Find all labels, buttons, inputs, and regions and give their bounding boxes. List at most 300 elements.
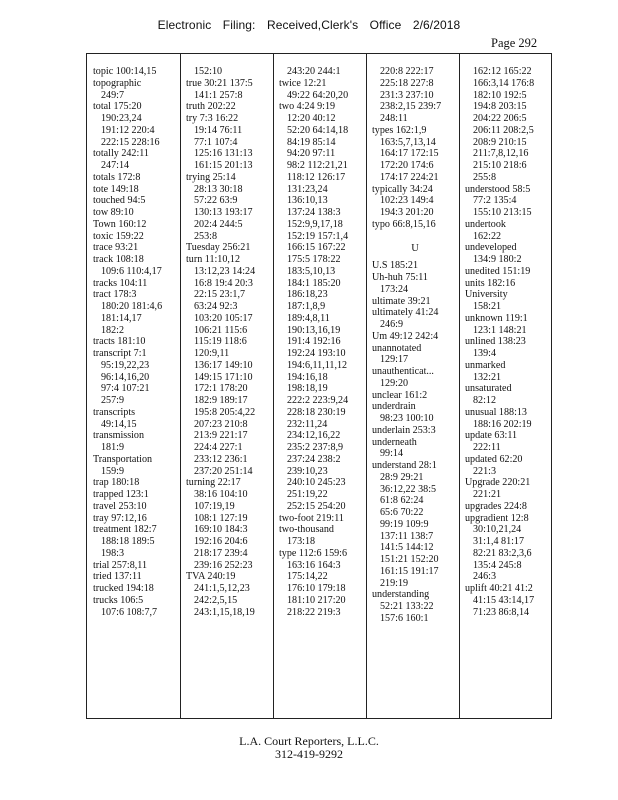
entry-term: upgrades 224:8 [465, 500, 527, 512]
entry-refs: 52:21 133:22 [380, 601, 434, 612]
column-divider [366, 54, 367, 718]
index-entry [372, 184, 458, 219]
entry-refs: 106:21 115:6 [194, 324, 248, 336]
entry-refs: 120:9,11 [194, 348, 230, 359]
index-column-2 [186, 66, 272, 618]
entry-refs: 189:4,8,11 [287, 312, 330, 324]
entry-term: turn 11:10,12 [186, 254, 241, 265]
entry-refs: 190:23,24 [101, 113, 142, 124]
entry-term: Uh-huh 75:11 [372, 272, 428, 283]
entry-refs: 240:10 245:23 [287, 477, 346, 489]
entry-refs: 192:16 204:6 [194, 536, 248, 547]
index-entry [372, 343, 458, 367]
entry-refs: 241:1,5,12,23 [194, 583, 250, 594]
index-entry [186, 242, 272, 254]
entry-term: underdrain [372, 401, 416, 413]
entry-refs: 16:8 19:4 20:3 [194, 277, 253, 289]
entry-refs: 235:2 237:8,9 [287, 442, 344, 453]
entry-term: tried 137:11 [93, 571, 142, 583]
entry-term: Um 49:12 242:4 [372, 330, 439, 342]
entry-term: tract 178:3 [93, 289, 137, 301]
entry-refs: 97:4 107:21 [101, 383, 150, 395]
index-entry [93, 195, 179, 207]
entry-refs: 57:22 63:9 [194, 195, 238, 207]
entry-refs: 182:2 [101, 324, 124, 336]
index-entry [372, 366, 458, 390]
index-entry [372, 401, 458, 425]
entry-term: unusual 188:13 [465, 406, 527, 418]
entry-term: totals 172:8 [93, 171, 141, 183]
column-divider [180, 54, 181, 718]
index-entry [279, 524, 365, 548]
index-entry [465, 430, 551, 454]
index-entry [465, 454, 551, 478]
entry-refs: 237:24 238:2 [287, 453, 341, 465]
index-entry [93, 289, 179, 336]
entry-refs: 125:16 131:13 [194, 148, 253, 160]
entry-refs: 49:22 64:20,20 [287, 89, 349, 101]
index-entry [372, 272, 458, 296]
entry-refs: 152:19 157:1,4 [287, 230, 349, 242]
entry-refs: 181:9 [101, 442, 124, 453]
entry-refs: 175:14,22 [287, 571, 328, 583]
index-entry [372, 125, 458, 184]
entry-term: undeveloped [465, 242, 517, 254]
entry-refs: 71:23 86:8,14 [473, 606, 530, 618]
entry-refs: 77:2 135:4 [473, 195, 517, 207]
entry-term: transcript 7:1 [93, 348, 147, 359]
entry-term: understanding [372, 589, 430, 601]
entry-refs: 183:5,10,13 [287, 265, 336, 277]
index-entry [93, 242, 179, 254]
entry-term: totally 242:11 [93, 148, 149, 160]
entry-refs: 225:18 227:8 [380, 77, 434, 89]
entry-refs: 136:17 149:10 [194, 359, 253, 371]
index-entry [93, 524, 179, 559]
index-entry [465, 184, 551, 219]
index-entry [279, 101, 365, 512]
entry-term: unedited 151:19 [465, 265, 531, 277]
index-entry [93, 489, 179, 501]
index-entry [372, 589, 458, 624]
entry-refs: 96:14,16,20 [101, 371, 150, 383]
index-column-5 [465, 66, 551, 618]
entry-term: uplift 40:21 41:2 [465, 583, 533, 594]
entry-refs: 246:9 [380, 319, 403, 330]
entry-refs: 99:19 109:9 [380, 518, 429, 530]
entry-refs: 195:8 205:4,22 [194, 406, 256, 418]
index-entry [93, 454, 179, 478]
entry-refs: 187:1,8,9 [287, 301, 326, 312]
index-column-3 [279, 66, 365, 618]
entry-refs: 134:9 180:2 [473, 254, 522, 265]
entry-term: tote 149:18 [93, 183, 139, 195]
entry-term: trapped 123:1 [93, 489, 149, 500]
entry-refs: 107:6 108:7,7 [101, 606, 158, 618]
entry-refs: 52:20 64:14,18 [287, 124, 349, 136]
entry-term: two-foot 219:11 [279, 512, 344, 524]
entry-refs: 82:21 83:2,3,6 [473, 547, 532, 559]
index-entry [465, 219, 551, 243]
entry-term: unknown 119:1 [465, 312, 528, 324]
index-entry [372, 437, 458, 461]
entry-term: turning 22:17 [186, 477, 241, 489]
entry-refs: 13:12,23 14:24 [194, 265, 256, 277]
entry-term: trying 25:14 [186, 171, 236, 183]
index-entry [93, 407, 179, 431]
entry-term: unauthenticat... [372, 366, 434, 377]
footer [0, 735, 618, 761]
entry-refs: 163:5,7,13,14 [380, 136, 436, 148]
entry-refs: 28:13 30:18 [194, 183, 243, 195]
entry-term: tracks 104:11 [93, 277, 148, 289]
entry-term: undertook [465, 218, 506, 230]
entry-refs: 234:12,16,22 [287, 430, 341, 442]
entry-term: track 108:18 [93, 254, 144, 265]
entry-refs: 82:12 [473, 395, 496, 406]
entry-term: topographic [93, 77, 142, 89]
entry-term: underlain 253:3 [372, 424, 436, 436]
entry-refs: 136:10,13 [287, 195, 328, 207]
index-entry [186, 113, 272, 172]
entry-term: updated 62:20 [465, 453, 523, 465]
entry-refs: 173:18 [287, 536, 316, 547]
entry-refs: 159:9 [101, 465, 124, 477]
index-entry [186, 101, 272, 113]
entry-refs: 219:19 [380, 577, 409, 589]
entry-refs: 137:24 138:3 [287, 207, 341, 218]
entry-refs: 38:16 104:10 [194, 489, 248, 500]
entry-refs: 61:8 62:24 [380, 495, 424, 507]
entry-refs: 239:16 252:23 [194, 559, 253, 571]
entry-refs: 188:16 202:19 [473, 418, 532, 430]
index-column-1 [93, 66, 179, 618]
entry-refs: 242:2,5,15 [194, 594, 238, 606]
entry-refs: 103:20 105:17 [194, 312, 253, 324]
entry-refs: 135:4 245:8 [473, 559, 522, 571]
entry-refs: 131:23,24 [287, 183, 328, 195]
header-office: Office [369, 18, 402, 32]
entry-term: truth 202:22 [186, 101, 236, 113]
index-entry [465, 266, 551, 278]
index-entry [93, 184, 179, 196]
entry-refs: 252:15 254:20 [287, 500, 346, 512]
index-entry [93, 207, 179, 219]
entry-refs: 222:11 [473, 442, 501, 453]
entry-refs: 175:5 178:22 [287, 254, 341, 265]
entry-term: typo 66:8,15,16 [372, 218, 436, 230]
index-entry [372, 260, 458, 272]
entry-refs: 186:18,23 [287, 289, 328, 301]
index-entry [93, 348, 179, 407]
entry-term: treatment 182:7 [93, 524, 157, 536]
entry-refs: 118:12 126:17 [287, 171, 346, 183]
entry-refs: 162:12 165:22 [473, 66, 532, 77]
page-number: Page 292 [491, 36, 538, 50]
entry-term: unmarked [465, 359, 506, 371]
entry-refs: 94:20 97:11 [287, 148, 336, 160]
index-entry [465, 513, 551, 584]
entry-refs: 233:12 236:1 [194, 453, 248, 465]
entry-refs: 257:9 [101, 395, 124, 406]
index-entry [93, 571, 179, 583]
entry-term: understand 28:1 [372, 460, 437, 471]
entry-refs: 166:3,14 176:8 [473, 77, 535, 89]
entry-refs: 211:7,8,12,16 [473, 148, 529, 160]
entry-refs: 194:16,18 [287, 371, 328, 383]
index-frame [86, 53, 552, 719]
entry-refs: 77:1 107:4 [194, 136, 238, 148]
entry-term: types 162:1,9 [372, 124, 427, 136]
entry-refs: 224:4 227:1 [194, 442, 243, 453]
entry-refs: 180:20 181:4,6 [101, 301, 163, 312]
entry-refs: 249:7 [101, 89, 124, 101]
entry-refs: 231:3 237:10 [380, 89, 434, 101]
index-entry [372, 296, 458, 308]
header-electronic: Electronic [157, 18, 212, 32]
index-entry [93, 501, 179, 513]
entry-refs: 239:10,23 [287, 465, 328, 477]
entry-refs: 192:24 193:10 [287, 348, 346, 359]
entry-refs: 19:14 76:11 [194, 124, 243, 136]
index-entry [93, 278, 179, 290]
entry-refs: 129:20 [380, 377, 409, 389]
index-entry [186, 477, 272, 571]
index-entry [93, 336, 179, 348]
entry-term: unlined 138:23 [465, 336, 526, 348]
entry-refs: 139:4 [473, 348, 496, 359]
entry-refs: 172:20 174:6 [380, 160, 434, 171]
entry-refs: 198:3 [101, 547, 124, 559]
entry-term: ultimate 39:21 [372, 295, 431, 307]
entry-refs: 141:5 144:12 [380, 542, 434, 554]
entry-term: underneath [372, 436, 417, 448]
entry-refs: 130:13 193:17 [194, 207, 253, 218]
entry-refs: 163:16 164:3 [287, 559, 341, 571]
entry-refs: 243:1,15,18,19 [194, 606, 255, 618]
entry-refs: 151:21 152:20 [380, 554, 439, 565]
entry-refs: 198:18,19 [287, 383, 328, 395]
entry-term: U.S 185:21 [372, 260, 418, 272]
entry-term: units 182:16 [465, 277, 516, 289]
entry-term: twice 12:21 [279, 77, 327, 89]
entry-term: type 112:6 159:6 [279, 547, 348, 559]
index-entry [186, 66, 272, 78]
index-entry [465, 360, 551, 384]
entry-term: update 63:11 [465, 430, 518, 442]
index-entry [465, 477, 551, 501]
index-entry [372, 307, 458, 331]
entry-refs: 188:18 189:5 [101, 536, 155, 547]
entry-refs: 181:14,17 [101, 312, 142, 324]
entry-term: understood 58:5 [465, 183, 531, 195]
entry-refs: 84:19 85:14 [287, 136, 336, 148]
entry-refs: 181:10 217:20 [287, 594, 346, 606]
entry-refs: 221:3 [473, 465, 496, 477]
index-entry [93, 595, 179, 619]
index-entry [465, 289, 551, 313]
entry-refs: 194:3 201:20 [380, 207, 434, 218]
entry-refs: 28:9 29:21 [380, 471, 424, 483]
entry-term: Town 160:12 [93, 218, 147, 230]
header-date: 2/6/2018 [412, 18, 461, 32]
index-entry [465, 66, 551, 184]
entry-term: toxic 159:22 [93, 230, 144, 242]
entry-refs: 251:19,22 [287, 489, 328, 500]
entry-refs: 218:22 219:3 [287, 606, 341, 618]
entry-refs: 164:17 172:15 [380, 148, 439, 160]
entry-term: ultimately 41:24 [372, 307, 439, 319]
index-entry [279, 78, 365, 102]
entry-refs: 213:9 221:17 [194, 430, 248, 442]
entry-term: TVA 240:19 [186, 571, 236, 583]
entry-refs: 174:17 224:21 [380, 171, 439, 183]
entry-term: University [465, 289, 508, 301]
index-entry [93, 66, 179, 78]
entry-refs: 237:20 251:14 [194, 465, 253, 477]
entry-refs: 253:8 [194, 230, 217, 242]
entry-refs: 182:9 189:17 [194, 395, 248, 406]
entry-refs: 206:11 208:2,5 [473, 124, 534, 136]
index-entry [465, 501, 551, 513]
entry-refs: 166:15 167:22 [287, 242, 346, 254]
entry-refs: 220:8 222:17 [380, 66, 434, 77]
entry-refs: 184:1 185:20 [287, 277, 341, 289]
entry-term: tray 97:12,16 [93, 512, 147, 524]
entry-refs: 109:6 110:4,17 [101, 265, 162, 277]
entry-term: trace 93:21 [93, 242, 139, 254]
entry-refs: 238:2,15 239:7 [380, 101, 442, 113]
index-entry [186, 254, 272, 477]
index-entry [465, 383, 551, 407]
entry-refs: 22:15 23:1,7 [194, 289, 246, 301]
entry-refs: 190:13,16,19 [287, 324, 341, 336]
entry-refs: 129:17 [380, 354, 409, 366]
entry-term: unannotated [372, 342, 422, 354]
entry-refs: 246:3 [473, 571, 496, 583]
filing-header [0, 18, 618, 32]
entry-term: trap 180:18 [93, 477, 140, 489]
footer-phone: 312-419-9292 [275, 747, 343, 761]
entry-refs: 152:10 [194, 66, 223, 77]
index-entry [93, 219, 179, 231]
index-entry [465, 336, 551, 360]
index-entry [372, 66, 458, 125]
entry-term: unsaturated [465, 383, 512, 395]
section-letter: U [411, 242, 419, 254]
entry-refs: 12:20 40:12 [287, 113, 336, 124]
entry-refs: 172:1 178:20 [194, 383, 248, 395]
index-entry [93, 148, 179, 172]
entry-term: true 30:21 137:5 [186, 77, 253, 89]
entry-refs: 232:11,24 [287, 418, 328, 430]
entry-refs: 36:12,22 38:5 [380, 483, 437, 495]
entry-term: two-thousand [279, 524, 334, 536]
index-entry [372, 460, 458, 589]
index-entry [186, 571, 272, 618]
index-entry [465, 313, 551, 337]
index-entry [465, 407, 551, 431]
entry-refs: 194:8 203:15 [473, 101, 527, 113]
entry-refs: 222:2 223:9,24 [287, 395, 349, 406]
index-entry [279, 66, 365, 78]
entry-refs: 137:11 138:7 [380, 530, 434, 542]
index-entry [93, 78, 179, 102]
entry-refs: 99:14 [380, 448, 403, 460]
entry-refs: 107:19,19 [194, 500, 235, 512]
entry-term: Tuesday 256:21 [186, 242, 251, 254]
entry-refs: 194:6,11,11,12 [287, 359, 348, 371]
entry-term: tow 89:10 [93, 207, 134, 218]
entry-refs: 155:10 213:15 [473, 207, 532, 218]
entry-term: transmission [93, 430, 145, 442]
entry-term: topic 100:14,15 [93, 66, 157, 77]
index-entry [93, 231, 179, 243]
index-column-4 [372, 66, 458, 625]
index-entry [372, 219, 458, 231]
header-received: Received,Clerk's [266, 18, 359, 32]
entry-term: total 175:20 [93, 101, 142, 113]
entry-refs: 218:17 239:4 [194, 547, 248, 559]
entry-term: trucks 106:5 [93, 594, 144, 606]
entry-refs: 41:15 43:14,17 [473, 594, 535, 606]
entry-term: two 4:24 9:19 [279, 101, 336, 113]
entry-term: transcripts [93, 406, 136, 418]
entry-refs: 65:6 70:22 [380, 507, 424, 518]
index-entry [93, 101, 179, 148]
entry-refs: 173:24 [380, 283, 409, 295]
header-filing: Filing: [222, 18, 256, 32]
entry-term: trucked 194:18 [93, 583, 154, 594]
index-entry [186, 172, 272, 243]
entry-refs: 248:11 [380, 113, 408, 124]
entry-refs: 255:8 [473, 171, 496, 183]
entry-refs: 161:15 191:17 [380, 565, 439, 577]
entry-refs: 221:21 [473, 489, 502, 500]
entry-term: trial 257:8,11 [93, 559, 148, 571]
index-entry [93, 513, 179, 525]
entry-refs: 202:4 244:5 [194, 218, 243, 230]
entry-term: typically 34:24 [372, 183, 433, 195]
index-entry [372, 425, 458, 437]
entry-refs: 123:1 148:21 [473, 324, 527, 336]
entry-refs: 222:15 228:16 [101, 136, 160, 148]
entry-term: travel 253:10 [93, 500, 147, 512]
entry-refs: 162:22 [473, 230, 502, 242]
index-entry [93, 560, 179, 572]
entry-refs: 169:10 184:3 [194, 524, 248, 536]
entry-refs: 108:1 127:19 [194, 512, 248, 524]
index-entry [465, 583, 551, 618]
footer-company: L.A. Court Reporters, L.L.C. [239, 734, 379, 748]
entry-refs: 207:23 210:8 [194, 418, 248, 430]
index-entry [465, 242, 551, 266]
entry-refs: 95:19,22,23 [101, 359, 150, 371]
index-entry [93, 583, 179, 595]
entry-refs: 141:1 257:8 [194, 89, 243, 101]
entry-refs: 98:2 112:21,21 [287, 160, 348, 171]
entry-term: tracts 181:10 [93, 336, 146, 348]
index-entry [93, 430, 179, 454]
entry-refs: 247:14 [101, 160, 130, 171]
entry-term: unclear 161:2 [372, 389, 428, 401]
entry-term: Upgrade 220:21 [465, 477, 531, 489]
entry-refs: 243:20 244:1 [287, 66, 341, 77]
entry-refs: 157:6 160:1 [380, 612, 429, 624]
entry-term: Transportation [93, 453, 153, 465]
entry-refs: 30:10,21,24 [473, 524, 522, 536]
index-entry [279, 548, 365, 619]
